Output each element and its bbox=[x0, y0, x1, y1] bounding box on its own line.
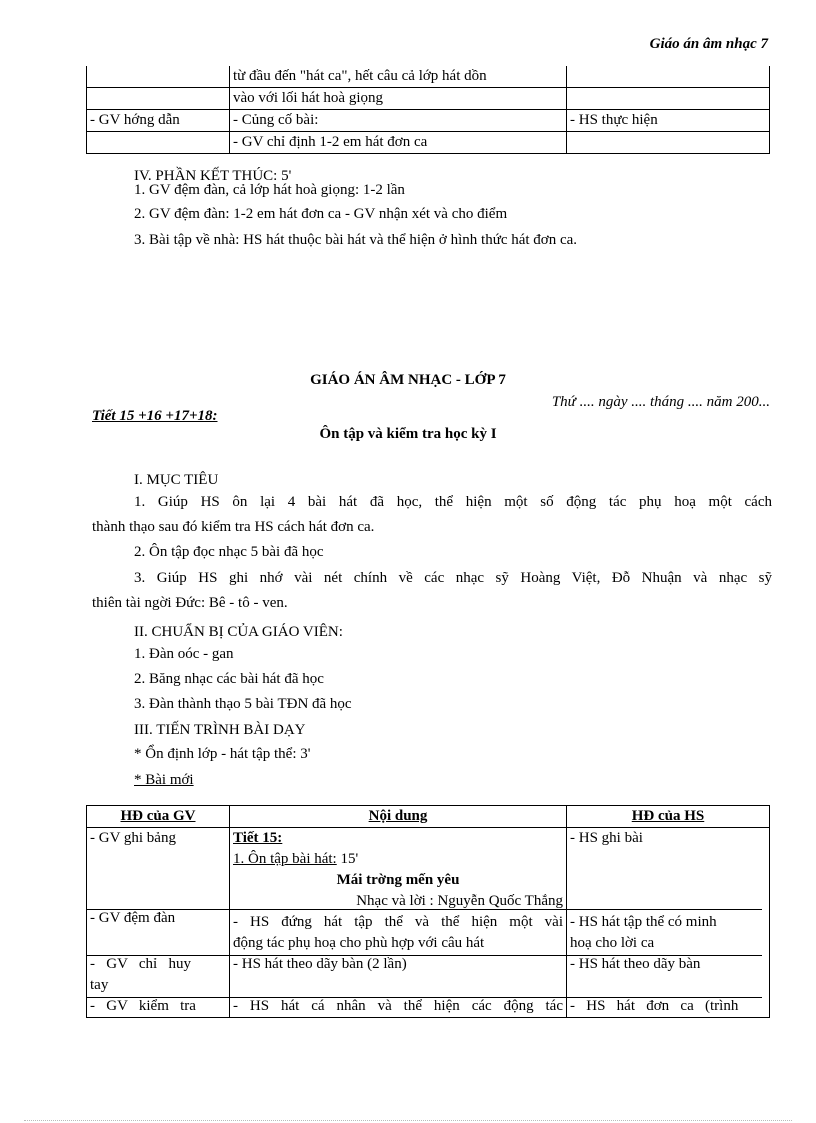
closing-item: 1. GV đệm đàn, cả lớp hát hoà giọng: 1-2 lần bbox=[134, 182, 405, 198]
table-row bbox=[87, 88, 770, 110]
cell-text: - HS ghi bài bbox=[570, 830, 643, 846]
closing-item: 2. GV đệm đàn: 1-2 em hát đơn ca - GV nhận xét và cho điểm bbox=[134, 206, 508, 222]
cell-text: - HS hát tập thể có minh bbox=[570, 914, 717, 930]
lesson-subtitle: Ôn tập và kiểm tra học kỳ I bbox=[319, 426, 497, 442]
objective-line: 2. Ôn tập đọc nhạc 5 bài đã học bbox=[134, 544, 324, 560]
table-cell bbox=[87, 88, 230, 110]
preparation-item: 3. Đàn thành thạo 5 bài TĐN đã học bbox=[134, 696, 352, 712]
table-cell bbox=[87, 132, 230, 154]
period-label: Tiết 15: bbox=[233, 830, 283, 846]
objective-line: 3. Giúp HS ghi nhớ vài nét chính về các nhạc sỹ Hoàng Việt, Đỗ Nhuận và nhạc sỹ bbox=[134, 570, 772, 586]
cell-text: động tác phụ hoạ cho phù hợp với câu hát bbox=[233, 935, 485, 951]
lesson-period: Tiết 15 +16 +17+18: bbox=[92, 408, 218, 424]
cell-text: - GV đệm đàn bbox=[90, 910, 176, 926]
song-author: Nhạc và lời : Nguyễn Quốc Thắng bbox=[356, 893, 563, 909]
table-cell: vào với lối hát hoà giọng bbox=[230, 88, 567, 110]
song-title: Mái trờng mến yêu bbox=[336, 872, 460, 888]
table-cell: - GV chỉ định 1-2 em hát đơn ca bbox=[230, 132, 567, 154]
cell-text: hoạ cho lời ca bbox=[570, 935, 655, 951]
table-cell bbox=[567, 132, 770, 154]
column-header: Nội dung bbox=[230, 806, 567, 828]
column-header: HĐ của HS bbox=[567, 806, 770, 828]
process-item: * Bài mới bbox=[134, 772, 194, 788]
objective-line: thiên tài ngời Đức: Bê - tô - ven. bbox=[92, 595, 288, 611]
page-header: Giáo án âm nhạc 7 bbox=[649, 36, 768, 52]
row-divider bbox=[86, 997, 762, 998]
preparation-heading: II. CHUẨN BỊ CỦA GIÁO VIÊN: bbox=[134, 624, 343, 640]
cell-text: tay bbox=[90, 977, 109, 993]
table-header-row bbox=[87, 806, 770, 828]
objective-line: thành thạo sau đó kiểm tra HS cách hát đơn ca. bbox=[92, 519, 375, 535]
lesson-table bbox=[86, 805, 770, 1018]
closing-item: 3. Bài tập về nhà: HS hát thuộc bài hát và thể hiện ở hình thức hát đơn ca. bbox=[134, 232, 578, 248]
cell-text: - HS đứng hát tập thể và thể hiện một vài bbox=[233, 914, 563, 930]
cell-text: - HS hát theo dãy bàn (2 lần) bbox=[233, 956, 407, 972]
lesson-title: GIÁO ÁN ÂM NHẠC - LỚP 7 bbox=[310, 372, 506, 388]
table-cell: - HS thực hiện bbox=[567, 110, 770, 132]
table-cell bbox=[230, 828, 567, 1018]
closing-heading: IV. PHẦN KẾT THÚC: 5' bbox=[134, 168, 292, 184]
objective-line: 1. Giúp HS ôn lại 4 bài hát đã học, thể hiện một số động tác phụ hoạ một cách bbox=[134, 494, 772, 510]
lesson-date: Thứ .... ngày .... tháng .... năm 200... bbox=[551, 394, 770, 410]
cell-text: - GV kiểm tra bbox=[90, 998, 196, 1014]
objectives-heading: I. MỤC TIÊU bbox=[134, 472, 219, 488]
table-row bbox=[87, 132, 770, 154]
cell-text: - HS hát theo dãy bàn bbox=[570, 956, 701, 972]
process-heading: III. TIẾN TRÌNH BÀI DẠY bbox=[134, 722, 306, 738]
table-cell: từ đầu đến "hát ca", hết câu cả lớp hát dồn bbox=[230, 66, 567, 88]
table-row bbox=[87, 66, 770, 88]
table-cell bbox=[567, 88, 770, 110]
table-cell bbox=[567, 828, 770, 1018]
cell-text: - HS hát đơn ca (trình bbox=[570, 998, 739, 1014]
table-cell: - GV hớng dẫn bbox=[87, 110, 230, 132]
table-cell: - Củng cố bài: bbox=[230, 110, 567, 132]
row-divider bbox=[86, 955, 762, 956]
row-divider bbox=[86, 909, 762, 910]
preparation-item: 2. Băng nhạc các bài hát đã học bbox=[134, 671, 324, 687]
review-label: 1. Ôn tập bài hát: bbox=[233, 851, 337, 867]
preparation-item: 1. Đàn oóc - gan bbox=[134, 646, 234, 662]
table-cell bbox=[87, 66, 230, 88]
table-row bbox=[87, 110, 770, 132]
page-bottom-border bbox=[24, 1120, 792, 1121]
column-header: HĐ của GV bbox=[87, 806, 230, 828]
process-item: * Ổn định lớp - hát tập thể: 3' bbox=[134, 746, 311, 762]
cell-text: - HS hát cá nhân và thể hiện các động tác bbox=[233, 998, 563, 1014]
continuation-table bbox=[86, 66, 770, 154]
cell-text: - GV chỉ huy bbox=[90, 956, 191, 972]
review-time: 15' bbox=[336, 851, 359, 867]
cell-text: - GV ghi bảng bbox=[90, 830, 176, 846]
table-cell bbox=[567, 66, 770, 88]
table-row bbox=[87, 828, 770, 1018]
